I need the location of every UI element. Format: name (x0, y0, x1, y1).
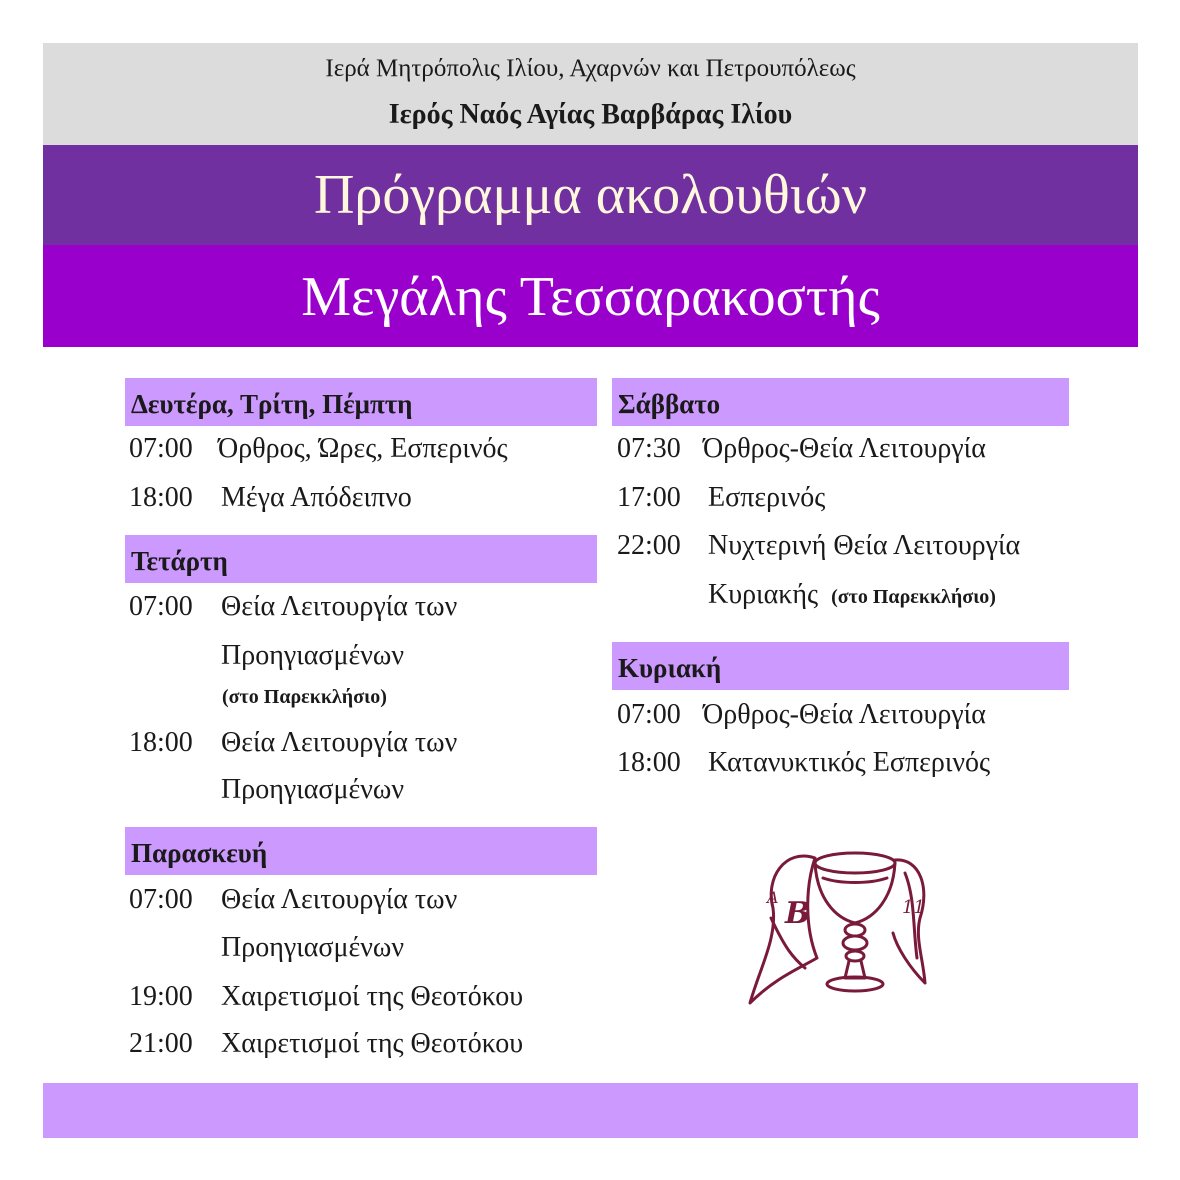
service-name: Θεία Λειτουργία των (221, 727, 458, 758)
service-name-continued: Προηγιασμένων (221, 932, 405, 963)
location-note: (στο Παρεκκλήσιο) (831, 586, 996, 608)
service-time: 07:00 (617, 699, 681, 730)
footer-band (43, 1083, 1138, 1138)
service-name: Μέγα Απόδειπνο (221, 482, 412, 513)
service-name: Εσπερινός (708, 482, 826, 513)
service-name: Χαιρετισμοί της Θεοτόκου (221, 981, 524, 1012)
service-name: Κατανυκτικός Εσπερινός (708, 747, 991, 778)
schedule-row-continued (708, 578, 996, 614)
diocese-name: Ιερά Μητρόπολις Ιλίου, Αχαρνών και Πετρουπόλεως (325, 55, 856, 82)
service-time: 07:00 (129, 591, 193, 622)
day-header-sunday: Κυριακή (612, 642, 1069, 690)
service-name-continued: Κυριακής (708, 579, 819, 610)
day-header-saturday: Σάββατο (612, 378, 1069, 426)
service-name: Όρθρος-Θεία Λειτουργία (703, 433, 986, 464)
location-note: (στο Παρεκκλήσιο) (222, 686, 387, 708)
title-band-bottom (43, 245, 1138, 347)
svg-text:11: 11 (902, 897, 925, 918)
service-name: Όρθρος, Ώρες, Εσπερινός (218, 433, 508, 464)
chalice-icon (745, 818, 945, 1018)
church-name: Ιερός Ναός Αγίας Βαρβάρας Ιλίου (388, 99, 793, 130)
service-time: 07:00 (129, 884, 193, 915)
service-name: Χαιρετισμοί της Θεοτόκου (221, 1028, 524, 1059)
title-band-top (43, 145, 1138, 245)
service-time: 18:00 (617, 747, 681, 778)
svg-text:A: A (767, 888, 779, 907)
service-time: 17:00 (617, 482, 681, 513)
service-name: Θεία Λειτουργία των (221, 884, 458, 915)
service-time: 22:00 (617, 530, 681, 561)
service-name-continued: Προηγιασμένων (221, 774, 405, 805)
svg-text:B: B (785, 896, 811, 931)
service-time: 07:30 (617, 433, 681, 464)
service-time: 19:00 (129, 981, 193, 1012)
service-name-continued: Προηγιασμένων (221, 640, 405, 671)
service-time: 18:00 (129, 727, 193, 758)
service-name: Θεία Λειτουργία των (221, 591, 458, 622)
page-title-line2: Μεγάλης Τεσσαρακοστής (301, 266, 880, 328)
service-time: 18:00 (129, 482, 193, 513)
service-name: Νυχτερινή Θεία Λειτουργία (708, 530, 1021, 561)
day-header-mon-tue-thu: Δευτέρα, Τρίτη, Πέμπτη (125, 378, 597, 426)
service-name: Όρθρος-Θεία Λειτουργία (703, 699, 986, 730)
day-header-friday: Παρασκευή (125, 827, 597, 875)
service-time: 07:00 (129, 433, 193, 464)
page-title-line1: Πρόγραμμα ακολουθιών (313, 164, 868, 226)
header-box (43, 43, 1138, 145)
service-time: 21:00 (129, 1028, 193, 1059)
day-header-wednesday: Τετάρτη (125, 535, 597, 583)
